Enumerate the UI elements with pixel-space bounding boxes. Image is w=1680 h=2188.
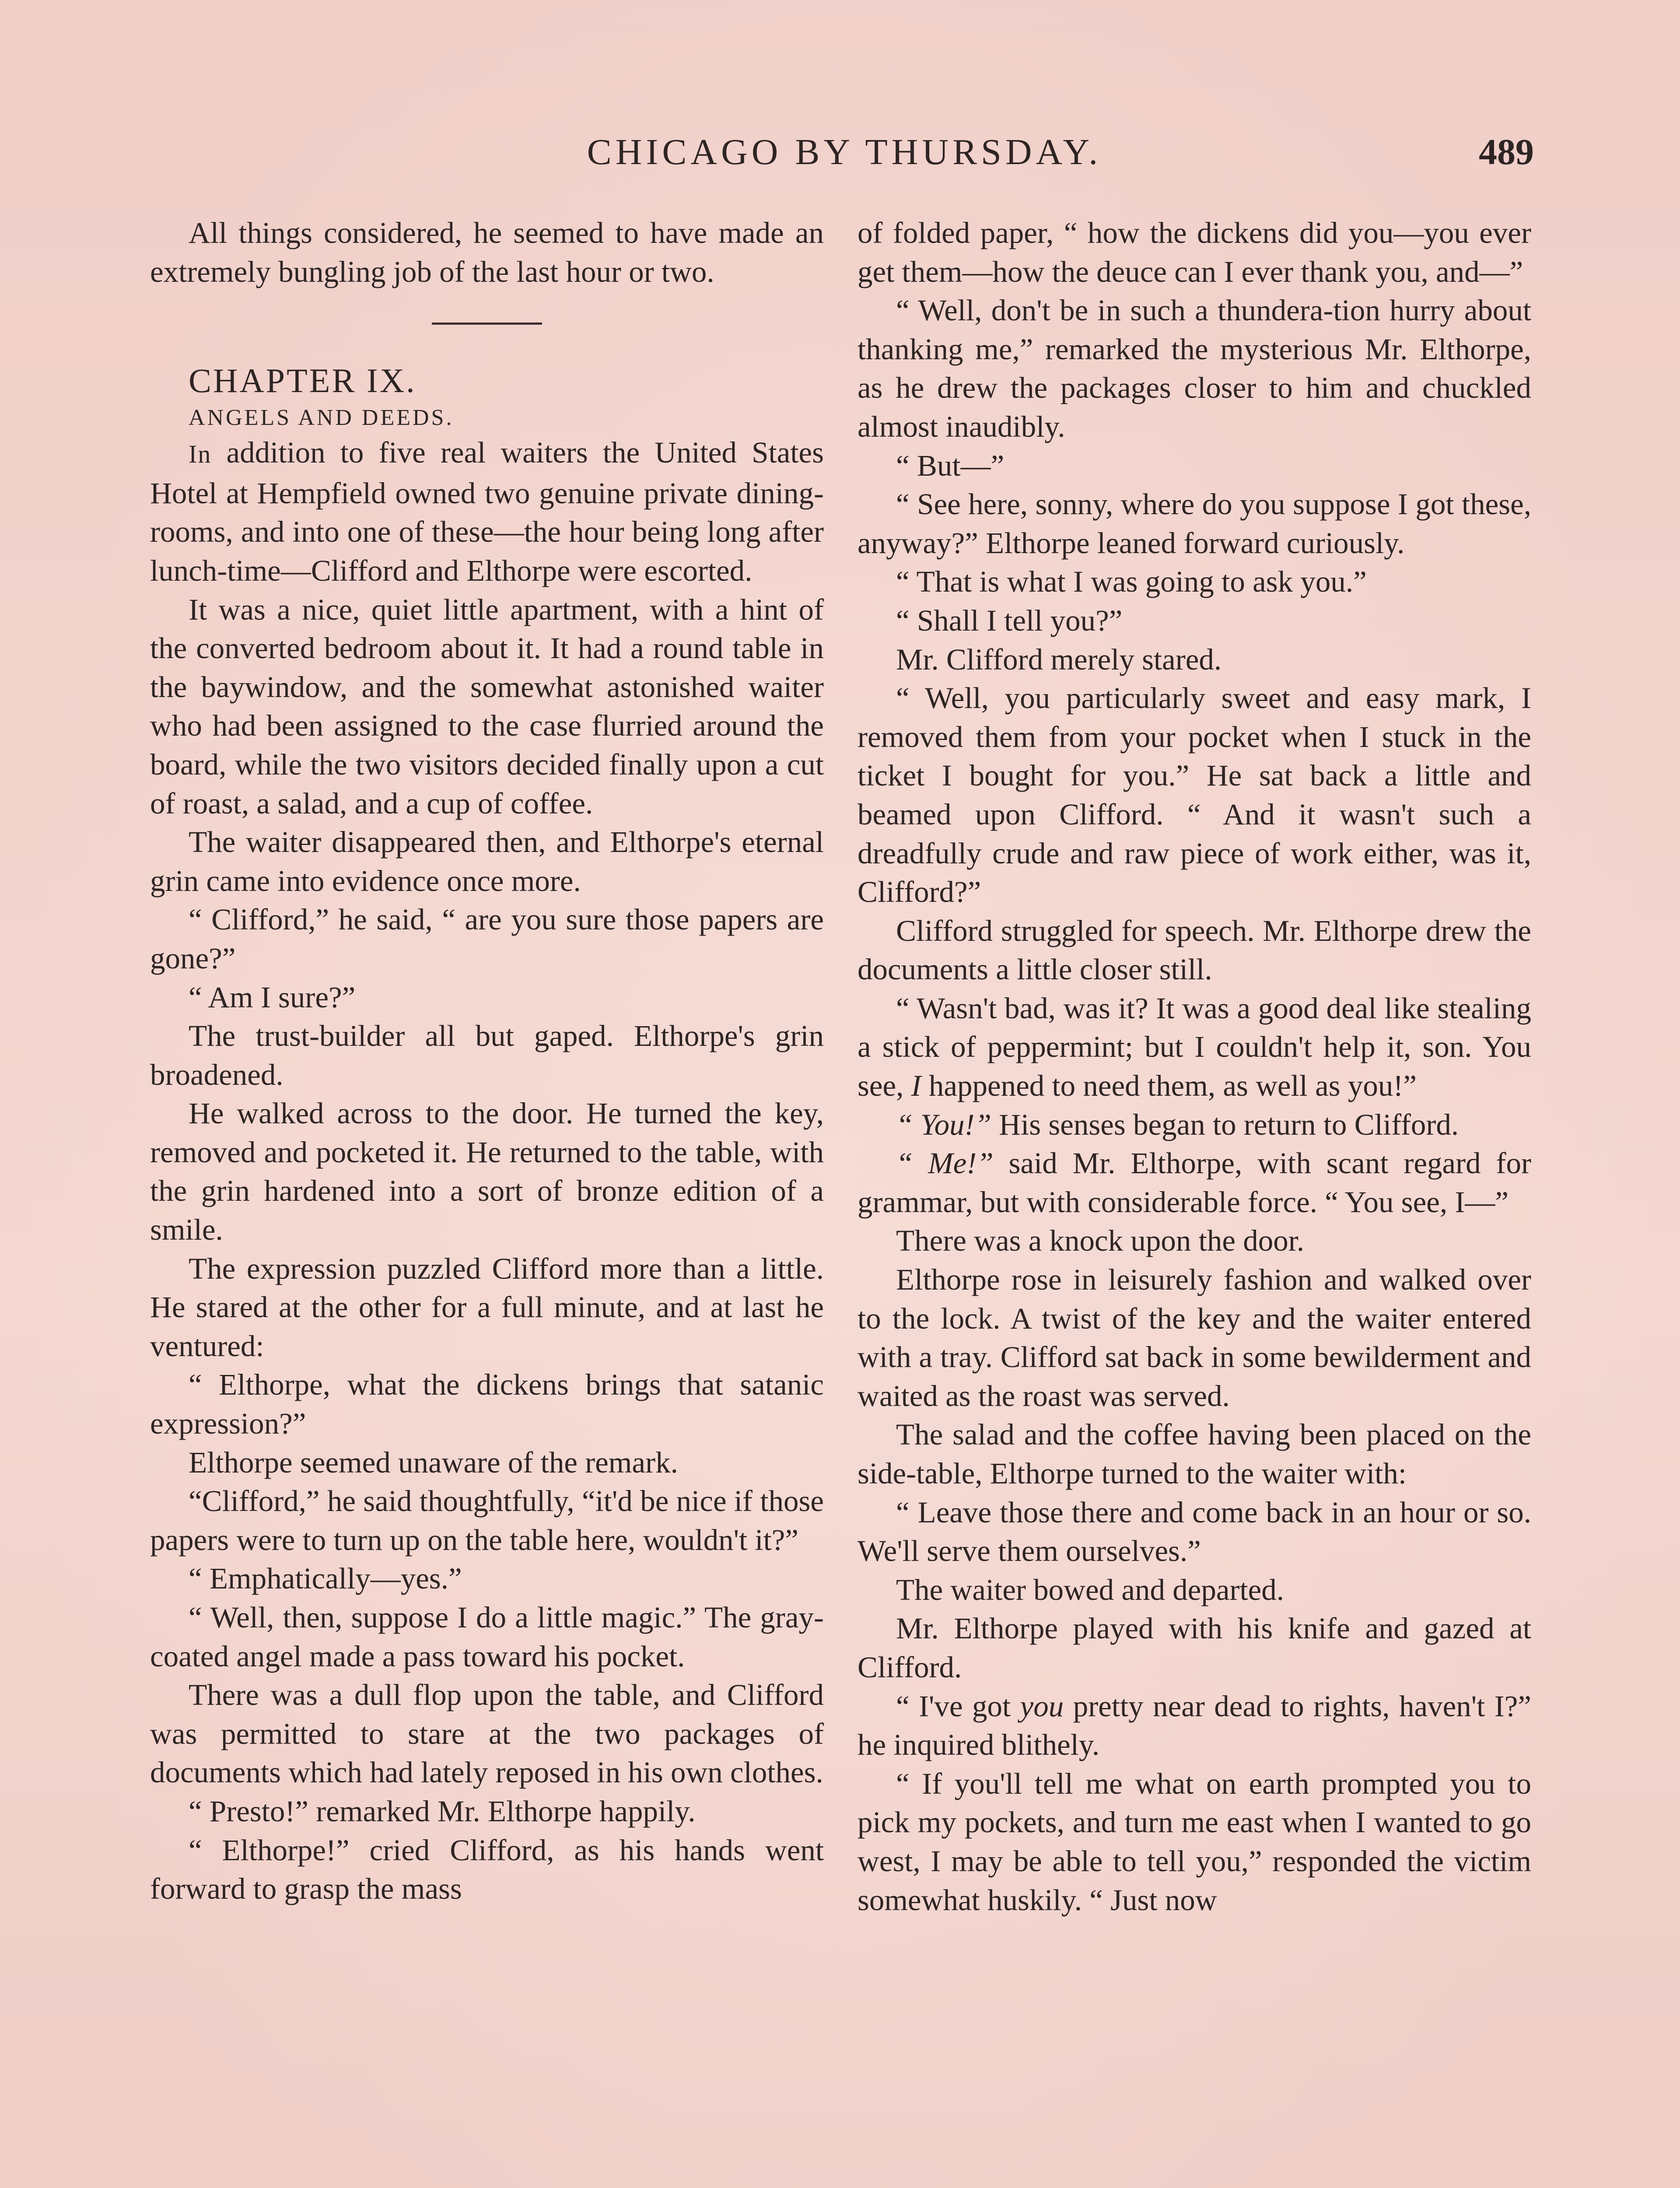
paragraph: “ Well, you particularly sweet and easy mark, I removed them from your pocket when I stuck in the ticket I bought for you.” He sat back a little and beamed upon Clifford. “ And it wasn't such a dreadfully crude and raw piece of work either, was it, Clifford?” xyxy=(858,681,1531,909)
paragraph: “ Well, don't be in such a thundera-tion hurry about thanking me,” remarked the mysterious Mr. Elthorpe, as he drew the packages closer to him and chuckled almost inaudibly. xyxy=(858,294,1531,443)
paragraph: of folded paper, “ how the dickens did you—you ever get them—how the deuce can I ever thank you, and—” xyxy=(858,216,1531,288)
page-number: 489 xyxy=(1479,132,1534,172)
paragraph: All things considered, he seemed to have made an extremely bungling job of the last hour or two. xyxy=(150,216,824,288)
paragraph-text: said Mr. Elthorpe, with scant regard for grammar, but with considerable force. “ You see, I—” xyxy=(858,1147,1531,1219)
paragraph: “ Elthorpe!” cried Clifford, as his hands went forward to grasp the mass xyxy=(150,1833,824,1906)
paragraph: “ That is what I was going to ask you.” xyxy=(896,565,1367,599)
paragraph: “ Leave those there and come back in an hour or so. We'll serve them ourselves.” xyxy=(858,1495,1531,1568)
chapter-subtitle: ANGELS AND DEEDS. xyxy=(189,405,454,431)
paragraph: “ Elthorpe, what the dickens brings that satanic expression?” xyxy=(150,1368,824,1441)
paragraph: The waiter bowed and departed. xyxy=(896,1573,1284,1606)
paragraph: “ If you'll tell me what on earth prompted you to pick my pockets, and turn me east when I wanted to go west, I may be able to tell you,” responded the victim somewhat huskily. “ Just now xyxy=(858,1767,1531,1917)
paragraph xyxy=(858,1687,1531,1764)
paragraph xyxy=(858,989,1531,1105)
left-column xyxy=(150,214,824,1908)
paragraph: There was a knock upon the door. xyxy=(896,1224,1305,1258)
paragraph: Mr. Elthorpe played with his knife and gazed at Clifford. xyxy=(858,1612,1531,1684)
paragraph: The trust-builder all but gaped. Elthorpe's grin broadened. xyxy=(150,1019,824,1091)
paragraph: “ Emphatically—yes.” xyxy=(189,1562,462,1595)
paragraph: Mr. Clifford merely stared. xyxy=(896,642,1222,676)
italic-text: I xyxy=(911,1069,921,1103)
paragraph: The salad and the coffee having been placed on the side-table, Elthorpe turned to the waiter with: xyxy=(858,1418,1531,1490)
paragraph: “ Shall I tell you?” xyxy=(896,603,1123,637)
paragraph-text: addition to five real waiters the United States Hotel at Hempfield owned two genuine private dining-rooms, and into one of these—the hour being long after lunch-time—Clifford and Elthorpe were escorted. xyxy=(150,436,824,587)
paragraph: “ Well, then, suppose I do a little magic.” The gray-coated angel made a pass toward his pocket. xyxy=(150,1601,824,1673)
paragraph: “ Clifford,” he said, “ are you sure those papers are gone?” xyxy=(150,903,824,975)
italic-text: “ You!” xyxy=(896,1108,992,1141)
section-divider xyxy=(432,323,542,325)
paragraph: There was a dull flop upon the table, and Clifford was permitted to stare at the two packages of documents which had lately reposed in his own clothes. xyxy=(150,1678,824,1789)
paragraph-text: happened to need them, as well as you!” xyxy=(921,1069,1417,1103)
paragraph: The waiter disappeared then, and Elthorpe's eternal grin came into evidence once more. xyxy=(150,825,824,898)
paragraph: Elthorpe seemed unaware of the remark. xyxy=(189,1445,678,1479)
paragraph: He walked across to the door. He turned the key, removed and pocketed it. He returned to the table, with the grin hardened into a sort of bronze edition of a smile. xyxy=(150,1097,824,1247)
paragraph xyxy=(858,1105,1531,1144)
chapter-title: CHAPTER IX. xyxy=(189,361,416,400)
paragraph: Clifford struggled for speech. Mr. Elthorpe drew the documents a little closer still. xyxy=(858,914,1531,986)
paragraph-text: pretty near dead to rights, haven't I?” he inquired blithely. xyxy=(858,1689,1531,1762)
italic-text: you xyxy=(1020,1689,1064,1723)
paragraph: “ Presto!” remarked Mr. Elthorpe happily. xyxy=(189,1794,696,1828)
paragraph: Elthorpe rose in leisurely fashion and walked over to the lock. A twist of the key and the waiter entered with a tray. Clifford sat back in some bewilderment and waited as the roast was served. xyxy=(858,1263,1531,1413)
paragraph-text: “ I've got xyxy=(896,1689,1020,1723)
paragraph: It was a nice, quiet little apartment, with a hint of the converted bedroom about it. It had a round table in the baywindow, and the somewhat astonished waiter who had been assigned to the case flurried around the board, while the two visitors decided finally upon a cut of roast, a salad, and a cup of coffee. xyxy=(150,593,824,820)
running-title: CHICAGO BY THURSDAY. xyxy=(587,132,1102,172)
italic-text: “ Me!” xyxy=(896,1147,994,1180)
paragraph xyxy=(858,1144,1531,1221)
paragraph: The expression puzzled Clifford more than a little. He stared at the other for a full minute, and at last he ventured: xyxy=(150,1252,824,1363)
paragraph: “ See here, sonny, where do you suppose I got these, anyway?” Elthorpe leaned forward curiously. xyxy=(858,487,1531,560)
paragraph: “ Am I sure?” xyxy=(189,980,356,1014)
paragraph: “ But—” xyxy=(896,449,1004,482)
paragraph-text: His senses began to return to Clifford. xyxy=(991,1108,1459,1141)
right-column xyxy=(858,214,1531,1919)
paragraph: “Clifford,” he said thoughtfully, “it'd be nice if those papers were to turn up on the table here, wouldn't it?” xyxy=(150,1484,824,1557)
initial-small-caps: In xyxy=(189,440,212,469)
paragraph xyxy=(150,433,824,590)
paragraph-text: “ Wasn't bad, was it? It was a good deal like stealing a stick of peppermint; but I couldn't help it, son. You see, xyxy=(858,991,1531,1103)
